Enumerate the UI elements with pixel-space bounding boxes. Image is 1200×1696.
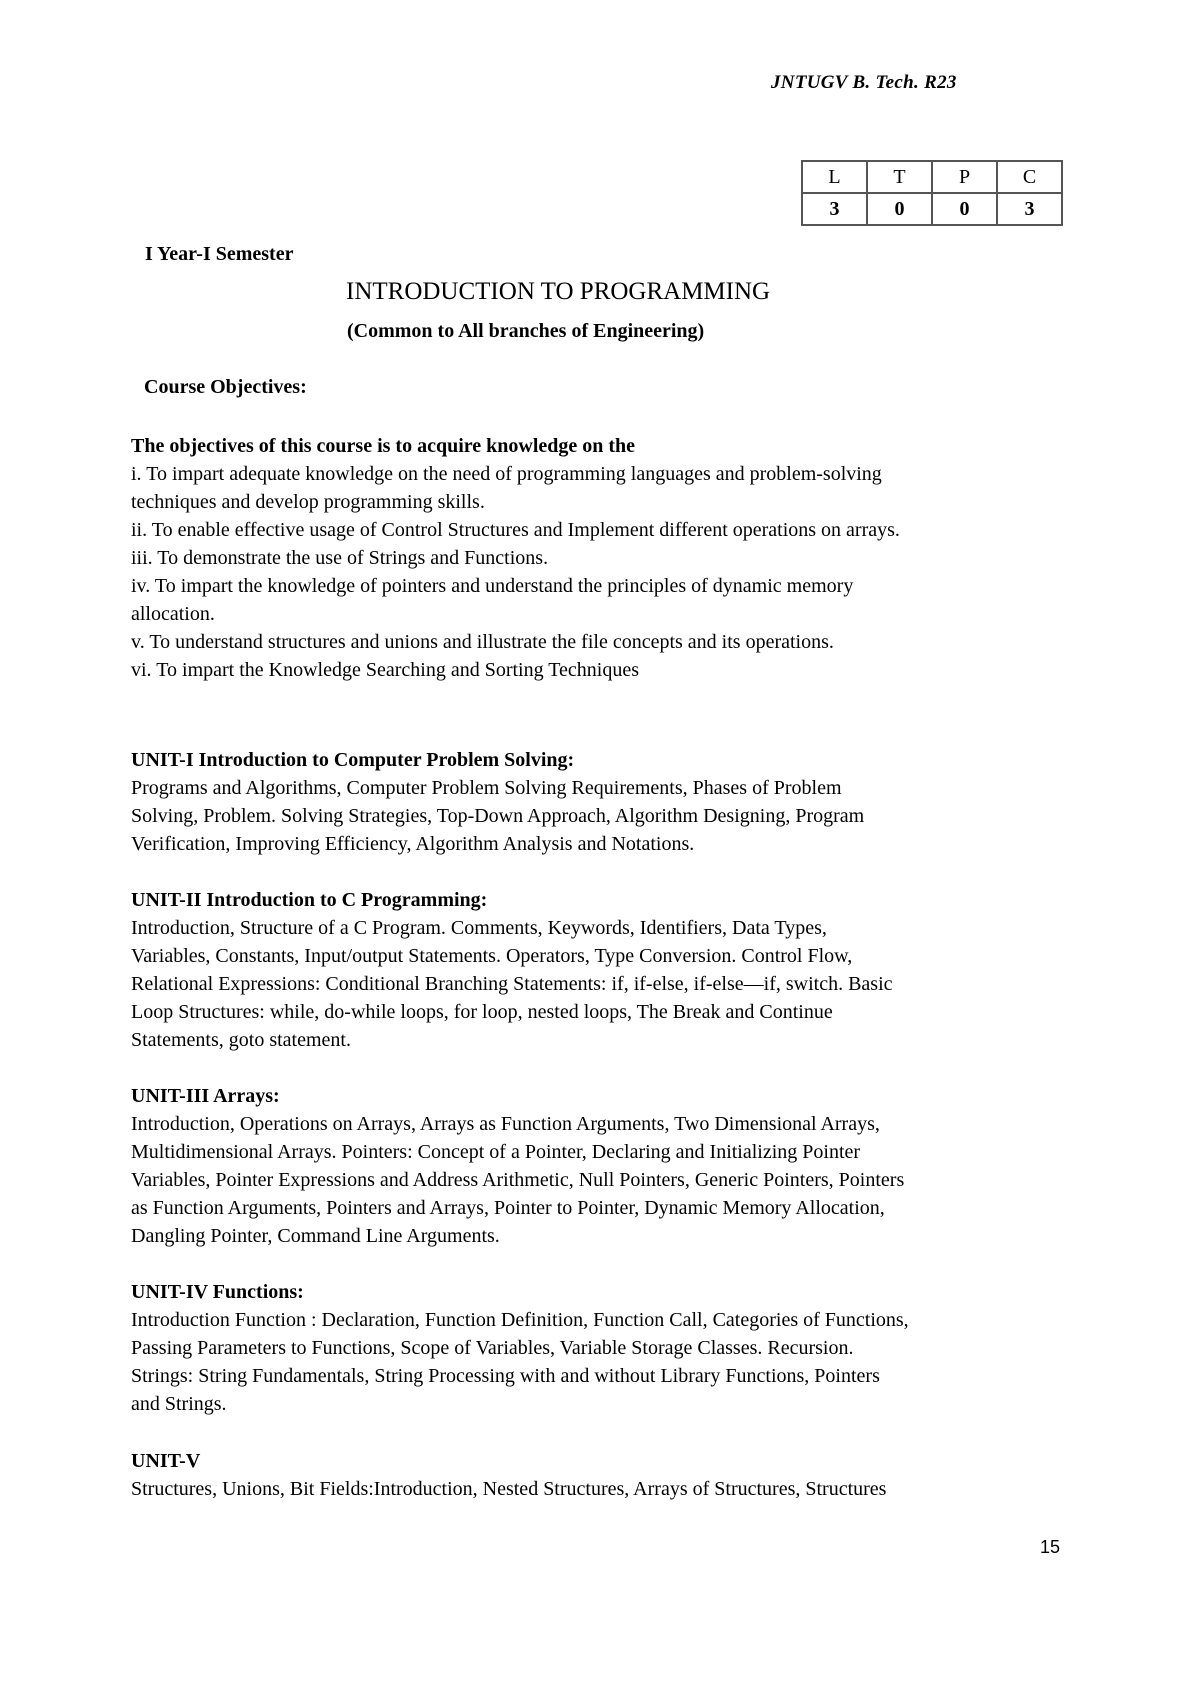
unit-line: Multidimensional Arrays. Pointers: Concept of a Pointer, Declaring and Initializing Pointer [131,1141,861,1163]
ltpc-header-l: L [802,161,867,193]
objective-line: i. To impart adequate knowledge on the need of programming languages and problem-solving [131,463,882,485]
unit-heading: UNIT-II Introduction to C Programming: [131,889,488,911]
unit-line: Statements, goto statement. [131,1029,351,1051]
objective-line: iii. To demonstrate the use of Strings and Functions. [131,547,549,569]
course-subtitle: (Common to All branches of Engineering) [347,320,705,342]
unit-line: Introduction, Operations on Arrays, Arrays as Function Arguments, Two Dimensional Arrays, [131,1113,880,1135]
unit-line: Relational Expressions: Conditional Branching Statements: if, if-else, if-else—if, switch. Basic [131,973,893,995]
unit-line: Strings: String Fundamentals, String Processing with and without Library Functions, Pointers [131,1365,880,1387]
unit-line: Variables, Constants, Input/output Statements. Operators, Type Conversion. Control Flow, [131,945,853,967]
unit-5-section [131,1447,1091,1503]
semester-label: I Year-I Semester [145,243,294,265]
ltpc-header-row [802,161,1062,193]
objective-line: vi. To impart the Knowledge Searching and Sorting Techniques [131,659,640,681]
objective-line: allocation. [131,603,215,625]
ltpc-value-p: 0 [932,193,997,225]
unit-heading: UNIT-III Arrays: [131,1085,280,1107]
unit-heading: UNIT-I Introduction to Computer Problem Solving: [131,749,575,771]
unit-1-section [131,746,1091,858]
unit-4-section [131,1278,1091,1418]
unit-line: Dangling Pointer, Command Line Arguments. [131,1225,500,1247]
objective-line: ii. To enable effective usage of Control Structures and Implement different operations on arrays. [131,519,900,541]
ltpc-value-c: 3 [997,193,1062,225]
unit-2-section [131,886,1091,1054]
objective-line: iv. To impart the knowledge of pointers and understand the principles of dynamic memory [131,575,854,597]
ltpc-header-t: T [867,161,932,193]
unit-line: Solving, Problem. Solving Strategies, Top-Down Approach, Algorithm Designing, Program [131,805,865,827]
objective-line: v. To understand structures and unions and illustrate the file concepts and its operations. [131,631,834,653]
unit-line: Programs and Algorithms, Computer Problem Solving Requirements, Phases of Problem [131,777,842,799]
ltpc-value-row [802,193,1062,225]
unit-line: Introduction Function : Declaration, Function Definition, Function Call, Categories of Functions, [131,1309,909,1331]
program-header: JNTUGV B. Tech. R23 [771,72,957,93]
unit-line: Introduction, Structure of a C Program. Comments, Keywords, Identifiers, Data Types, [131,917,827,939]
ltpc-header-p: P [932,161,997,193]
unit-line: Verification, Improving Efficiency, Algorithm Analysis and Notations. [131,833,695,855]
ltpc-table [801,160,1063,226]
objective-line: techniques and develop programming skills. [131,491,485,513]
unit-line: Passing Parameters to Functions, Scope of Variables, Variable Storage Classes. Recursion. [131,1337,854,1359]
ltpc-header-c: C [997,161,1062,193]
ltpc-value-l: 3 [802,193,867,225]
unit-line: Loop Structures: while, do-while loops, for loop, nested loops, The Break and Continue [131,1001,833,1023]
unit-line: Variables, Pointer Expressions and Address Arithmetic, Null Pointers, Generic Pointers, Pointers [131,1169,905,1191]
unit-line: Structures, Unions, Bit Fields:Introduction, Nested Structures, Arrays of Structures, Structures [131,1478,887,1500]
unit-3-section [131,1082,1091,1250]
page-number: 15 [1040,1537,1061,1557]
unit-line: as Function Arguments, Pointers and Arrays, Pointer to Pointer, Dynamic Memory Allocation, [131,1197,885,1219]
objectives-section [131,432,1091,684]
objectives-heading: Course Objectives: [144,376,307,398]
ltpc-value-t: 0 [867,193,932,225]
course-title: INTRODUCTION TO PROGRAMMING [346,278,771,305]
objectives-intro: The objectives of this course is to acquire knowledge on the [131,435,636,457]
unit-heading: UNIT-IV Functions: [131,1281,304,1303]
unit-heading: UNIT-V [131,1450,201,1472]
unit-line: and Strings. [131,1393,227,1415]
